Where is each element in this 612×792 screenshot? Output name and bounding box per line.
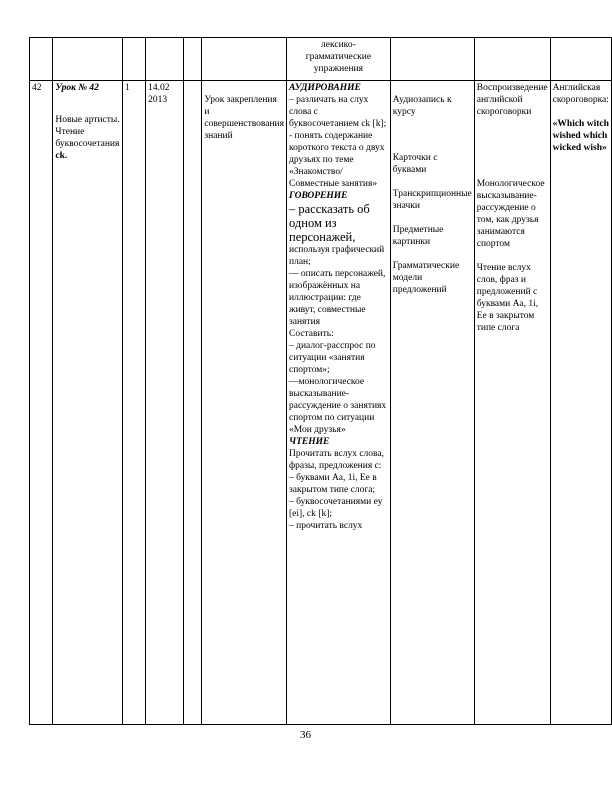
cell-activities <box>287 38 391 81</box>
cell-topic <box>53 81 123 725</box>
cell-twister <box>550 81 611 725</box>
material-item: Предметные картинки <box>392 225 444 247</box>
skill-item: Чтение вслух слов, фраз и предложений с буквами Аа, 1i, Ее в закрытом типе слога <box>476 263 539 333</box>
reading-heading: ЧТЕНИЕ <box>289 437 330 447</box>
material-item: Транскрипционные значки <box>392 189 472 211</box>
twister-label: Английская скороговорка: <box>552 83 609 105</box>
cell-fact-date <box>183 38 202 81</box>
cell-twister <box>550 38 611 81</box>
lesson-title: Урок № 42 <box>55 83 99 93</box>
skill-item: Монологическое высказывание-рассуждение о том, как друзья занимаются спортом <box>476 179 545 249</box>
cell-topic <box>53 38 123 81</box>
speaking-item: — описать персонажей, изображённых на иллюстрации: где живут, совместные занятия <box>289 269 386 327</box>
reading-item: – буквами Аа, 1i, Ее в закрытом типе слога; <box>289 473 377 495</box>
cell-number <box>30 81 53 725</box>
lesson-topic-bold: ck. <box>55 151 68 161</box>
speaking-item: —монологическое высказывание-рассуждение о занятиях спортом по ситуации «Мои друзья» <box>289 377 387 435</box>
lesson-type: Урок закрепления и совершенствования знаний <box>204 95 285 141</box>
reading-item: – прочитать вслух <box>289 521 363 531</box>
reading-item: Прочитать вслух слова, фразы, предложения с: <box>289 449 384 471</box>
speaking-heading: ГОВОРЕНИЕ <box>289 191 348 201</box>
twister-text: «Which witch wished which wicked wish» <box>552 119 609 153</box>
reading-item: – буквосочетаниями ey [ei], ck [k]; <box>289 497 383 519</box>
material-item: Аудиозапись к курсу <box>392 95 452 117</box>
lesson-number: 42 <box>32 83 42 93</box>
lesson-date: 14.02 2013 <box>148 83 170 105</box>
cell-skills <box>474 38 550 81</box>
material-item: Карточки с буквами <box>392 153 438 175</box>
page-number: 36 <box>300 729 311 741</box>
lesson-topic <box>55 114 120 162</box>
cell-hours <box>123 81 146 725</box>
listening-item: – различать на слух слова с буквосочетанием ck [k]; <box>289 95 387 129</box>
lesson-topic-text: Новые артисты. Чтение буквосочетания <box>55 115 120 149</box>
material-item: Грамматические модели предложений <box>392 261 460 295</box>
cell-date <box>146 81 183 725</box>
activities-text: лексико-грамматические упражнения <box>305 40 372 74</box>
listening-item: - понять содержание короткого текста о двух друзьях по теме «Знакомство/Совместные занятия» <box>289 131 385 189</box>
cell-materials <box>390 38 474 81</box>
cell-type <box>202 81 287 725</box>
lesson-plan-table <box>29 37 612 725</box>
cell-fact-date <box>183 81 202 725</box>
speaking-item: – диалог-расспрос по ситуации «занятия спортом»; <box>289 341 376 375</box>
lesson-hours: 1 <box>125 83 130 93</box>
cell-materials <box>390 81 474 725</box>
cell-skills <box>474 81 550 725</box>
cell-hours <box>123 38 146 81</box>
cell-type <box>202 38 287 81</box>
table-row-lesson-42 <box>30 81 612 725</box>
table-row-previous <box>30 38 612 81</box>
speaking-item: используя графический план; <box>289 245 385 267</box>
cell-number <box>30 38 53 81</box>
speaking-big-text: – рассказать об одном из персонажей, <box>289 202 370 244</box>
cell-activities <box>287 81 391 725</box>
speaking-item: Составить: <box>289 329 334 339</box>
skill-item: Воспроизведение английской скороговорки <box>476 83 548 117</box>
cell-date <box>146 38 183 81</box>
listening-heading: АУДИРОВАНИЕ <box>289 83 361 93</box>
